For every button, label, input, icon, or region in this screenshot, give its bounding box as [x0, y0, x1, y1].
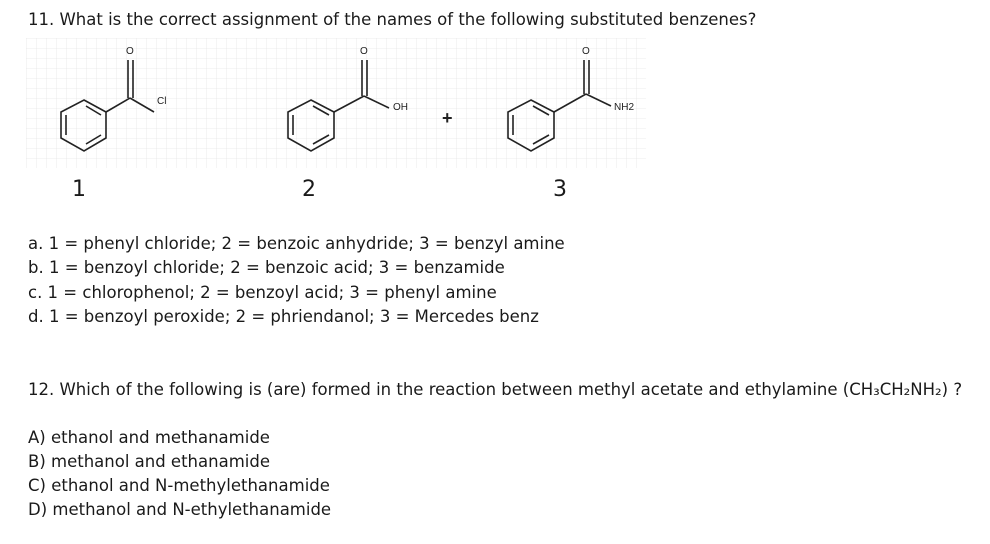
q12-option-a: A) ethanol and methanamide — [28, 428, 270, 447]
question-12-title: 12. Which of the following is (are) formed in the reaction between methyl acetate and ethylamine (CH₃CH₂NH₂) ? — [28, 380, 963, 399]
question-11-title: 11. What is the correct assignment of the names of the following substituted benzenes? — [28, 10, 757, 29]
structure-1-oxygen-label: O — [126, 46, 134, 57]
q11-option-c: c. 1 = chlorophenol; 2 = benzoyl acid; 3 = phenyl amine — [28, 283, 497, 302]
structure-3-number: 3 — [553, 177, 567, 202]
structure-2-oxygen-label: O — [360, 46, 368, 57]
structure-3-substituent-label: NH2 — [614, 102, 635, 113]
plus-sign: + — [442, 108, 453, 128]
structure-1-substituent-label: Cl — [157, 96, 167, 107]
q11-option-a: a. 1 = phenyl chloride; 2 = benzoic anhydride; 3 = benzyl amine — [28, 234, 565, 253]
q12-option-d: D) methanol and N-ethylethanamide — [28, 500, 332, 519]
q12-option-c: C) ethanol and N-methylethanamide — [28, 476, 330, 495]
benzene-structures-figure — [26, 38, 666, 173]
q11-option-b: b. 1 = benzoyl chloride; 2 = benzoic acid; 3 = benzamide — [28, 258, 505, 277]
q11-option-d: d. 1 = benzoyl peroxide; 2 = phriendanol; 3 = Mercedes benz — [28, 307, 539, 326]
structure-2-substituent-label: OH — [393, 102, 408, 113]
q12-option-b: B) methanol and ethanamide — [28, 452, 270, 471]
structure-1-number: 1 — [72, 177, 86, 202]
structure-2-number: 2 — [302, 177, 316, 202]
structure-3-oxygen-label: O — [582, 46, 590, 57]
